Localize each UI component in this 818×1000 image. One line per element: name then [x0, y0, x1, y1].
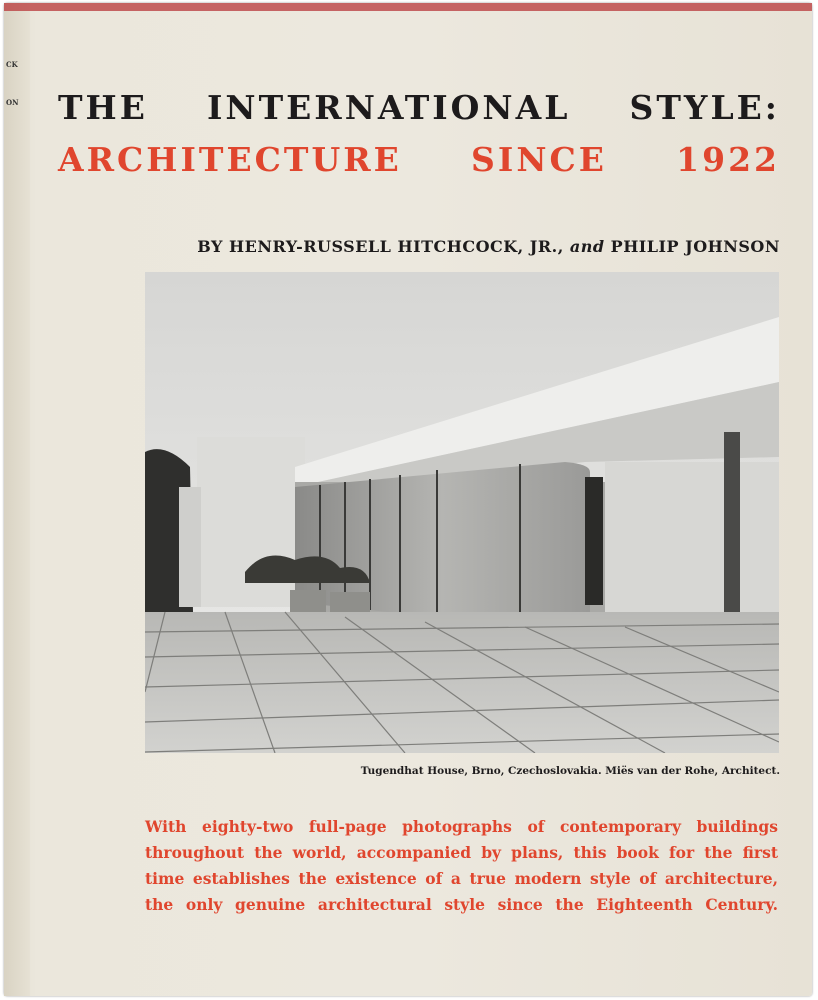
cover-photo-tugendhat-house [145, 272, 779, 753]
byline [197, 237, 780, 256]
blurb-line: time establishes the existence of a true modern style of architecture, [145, 869, 778, 888]
red-top-edge [4, 3, 812, 11]
spine-text: ON [6, 98, 19, 107]
blurb [145, 814, 778, 918]
blurb-line: the only genuine architectural style since the Eighteenth Century. [145, 895, 778, 914]
title-line-2: ARCHITECTURE SINCE 1922 [58, 140, 780, 179]
blurb-line: throughout the world, accompanied by plans, this book for the first [145, 843, 778, 862]
blurb-line: With eighty-two full-page photographs of contemporary buildings [145, 817, 778, 836]
photo-caption: Tugendhat House, Brno, Czechoslovakia. Miës van der Rohe, Architect. [360, 765, 780, 777]
spine-text: CK [6, 60, 18, 69]
spine-edge [4, 3, 30, 996]
byline-authors-2: PHILIP JOHNSON [610, 237, 780, 256]
title-line-1: THE INTERNATIONAL STYLE: [58, 88, 780, 127]
byline-and: and [569, 237, 605, 256]
byline-authors-1: BY HENRY-RUSSELL HITCHCOCK, JR., [197, 237, 564, 256]
